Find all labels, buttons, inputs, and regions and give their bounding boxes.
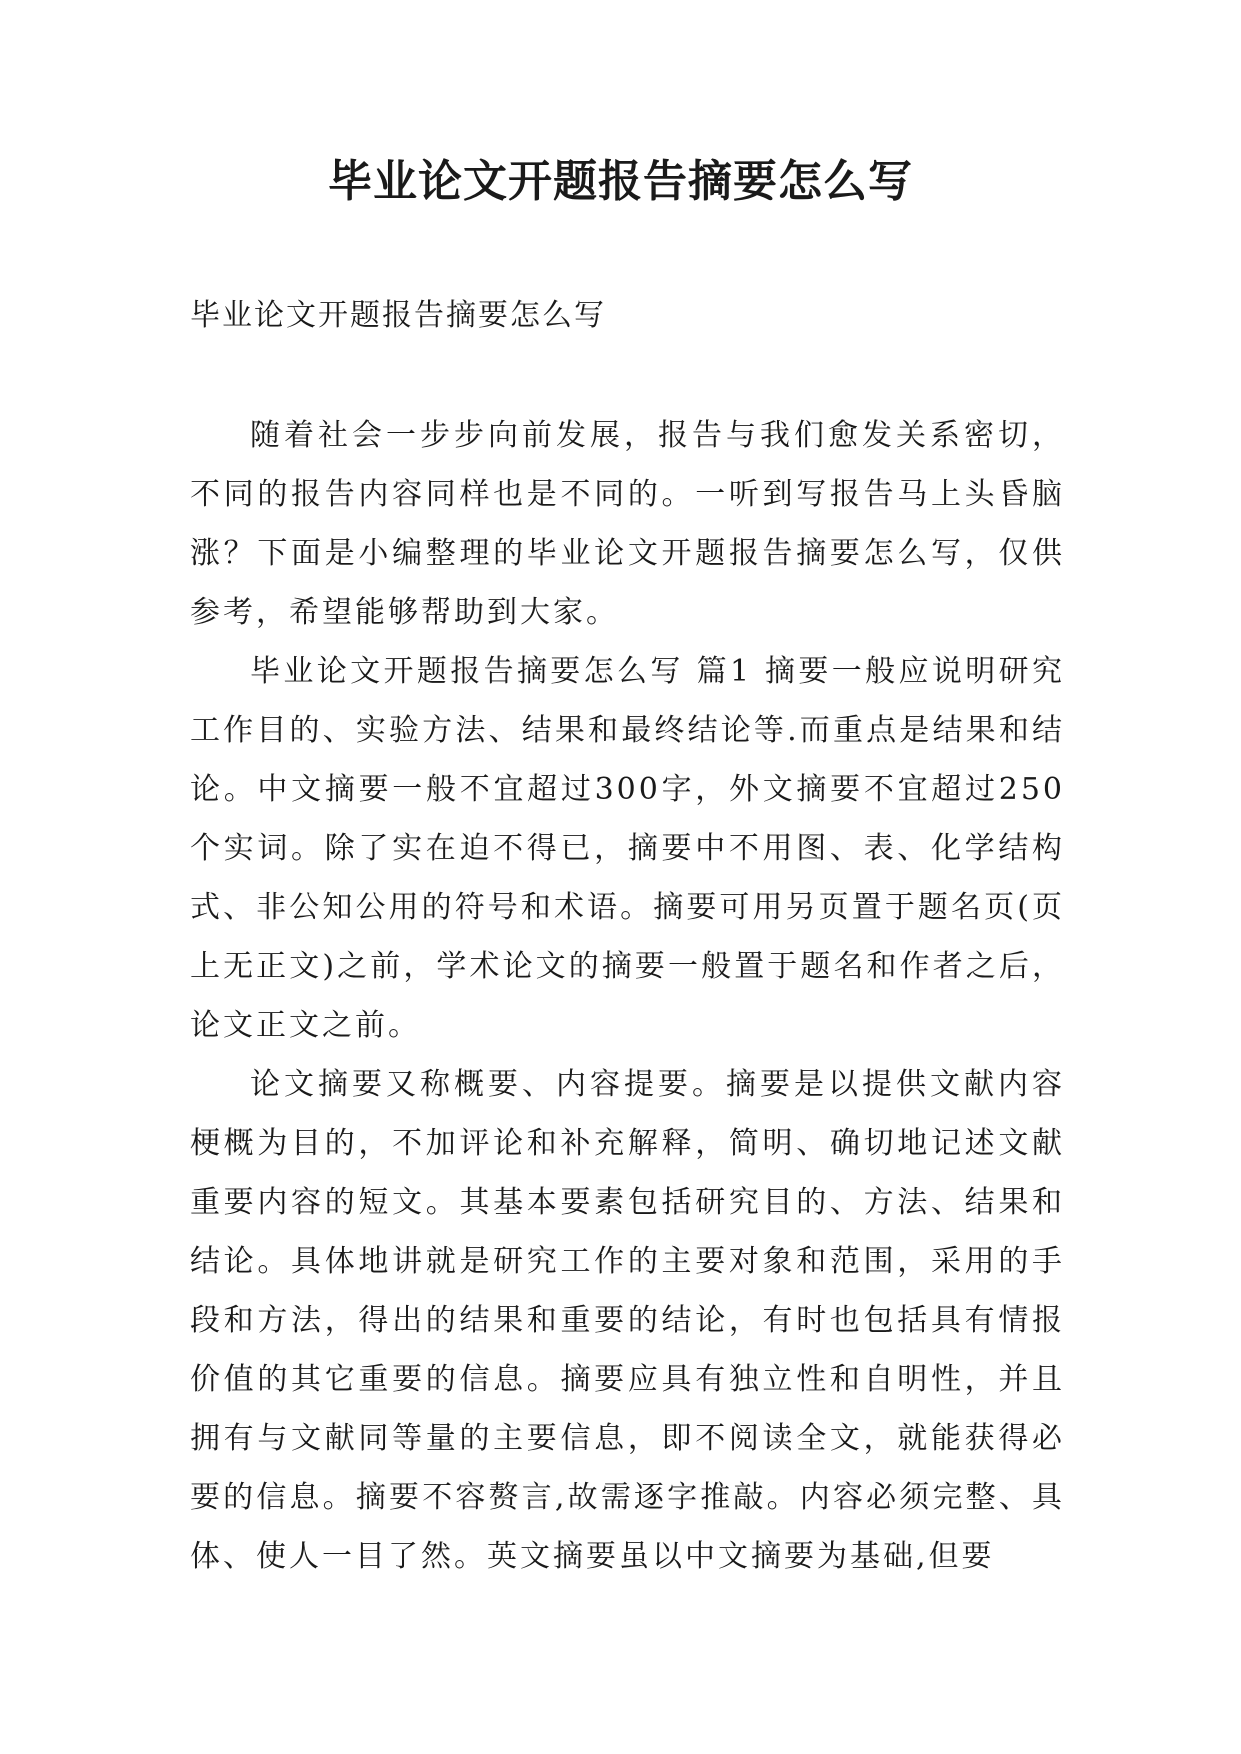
paragraph-abstract-definition: 论文摘要又称概要、内容提要。摘要是以提供文献内容梗概为目的，不加评论和补充解释，简明、确切地记述文献重要内容的短文。其基本要素包括研究目的、方法、结果和结论。具体地讲就是研究工作的主要对象和范围，采用的手段和方法，得出的结果和重要的结论，有时也包括具有情报价值的其它重要的信息。摘要应具有独立性和自明性，并且拥有与文献同等量的主要信息，即不阅读全文，就能获得必要的信息。摘要不容赘言,故需逐字推敲。内容必须完整、具体、使人一目了然。英文摘要虽以中文摘要为基础,但要 [190, 1067, 1065, 1574]
document-body [190, 406, 1065, 1586]
document-subtitle: 毕业论文开题报告摘要怎么写 [190, 298, 606, 333]
paragraph-intro: 随着社会一步步向前发展，报告与我们愈发关系密切，不同的报告内容同样也是不同的。一听到写报告马上头昏脑涨？下面是小编整理的毕业论文开题报告摘要怎么写，仅供参考，希望能够帮助到大家。 [190, 418, 1065, 630]
paragraph-section-1: 毕业论文开题报告摘要怎么写 篇1 摘要一般应说明研究工作目的、实验方法、结果和最终结论等.而重点是结果和结论。中文摘要一般不宜超过300字，外文摘要不宜超过250个实词。除了实在迫不得已，摘要中不用图、表、化学结构式、非公知公用的符号和术语。摘要可用另页置于题名页(页上无正文)之前，学术论文的摘要一般置于题名和作者之后，论文正文之前。 [190, 654, 1065, 1043]
document-title: 毕业论文开题报告摘要怎么写 [328, 156, 913, 207]
